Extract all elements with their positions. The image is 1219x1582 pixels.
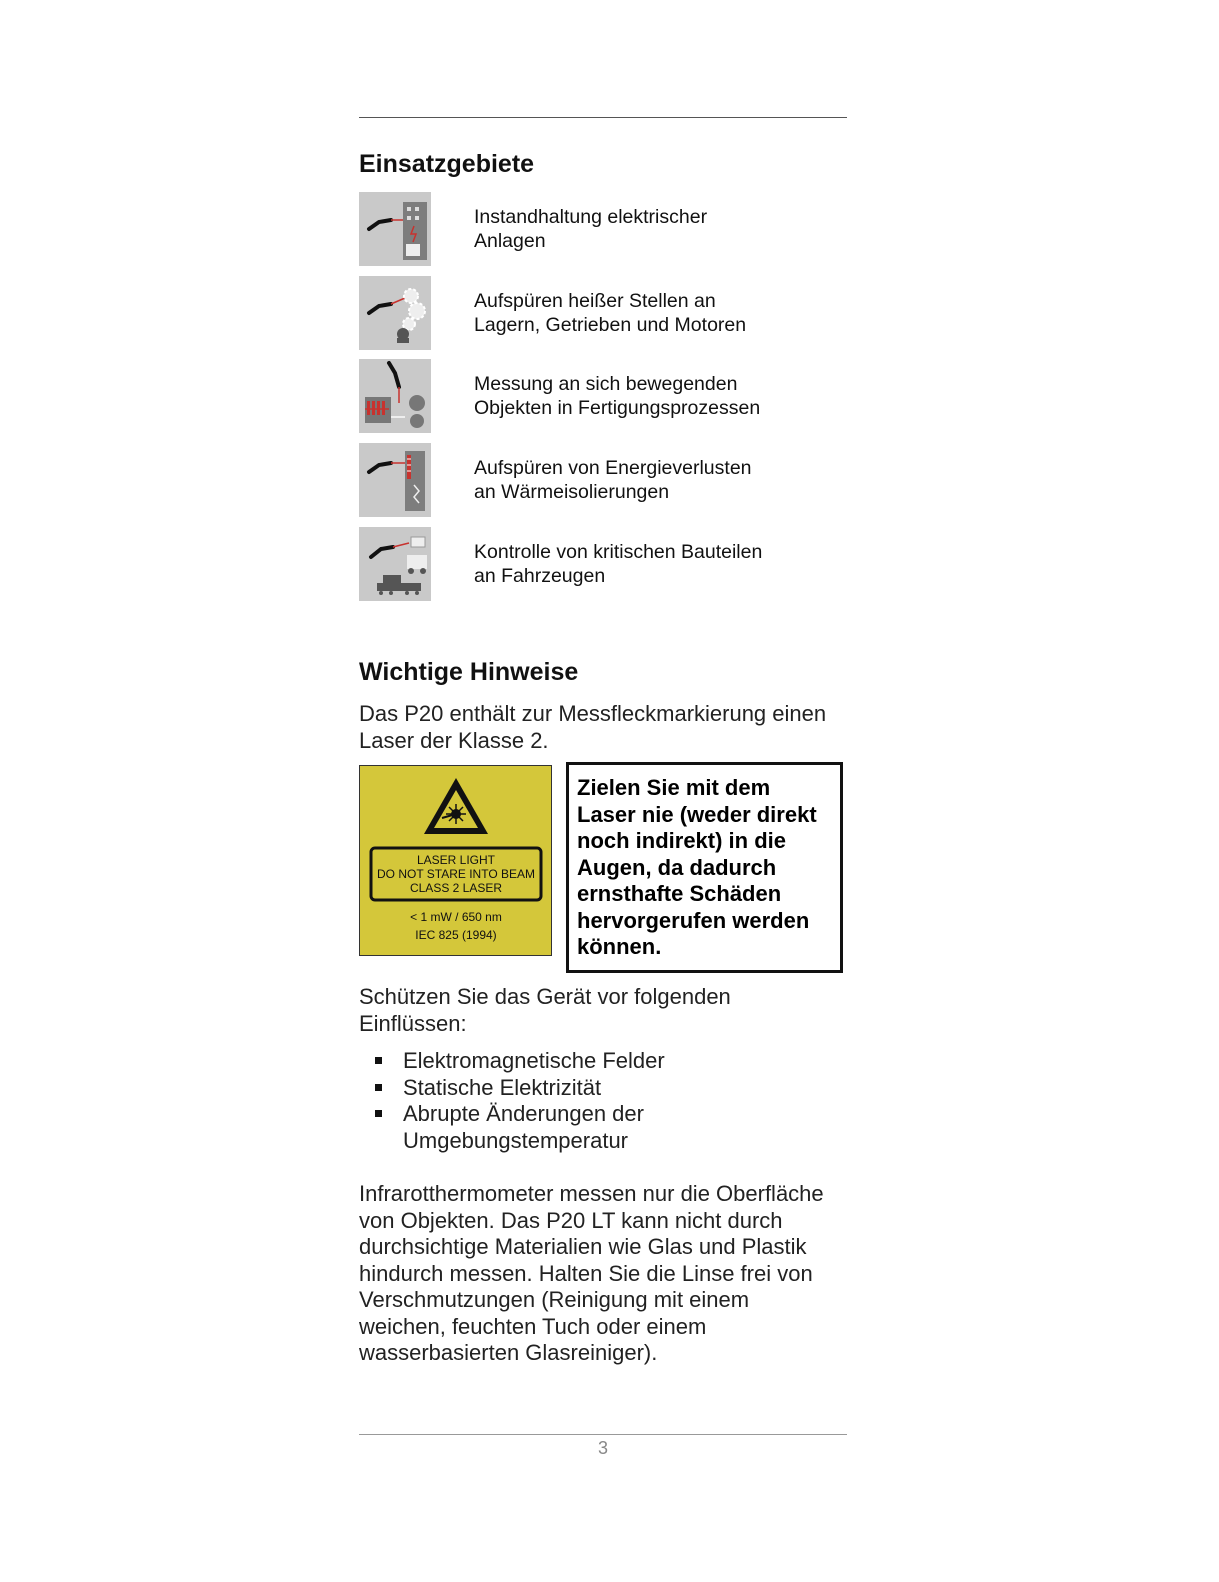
- paragraph-line: Einflüssen:: [359, 1010, 467, 1036]
- list-item: [359, 1075, 859, 1102]
- application-item: [359, 192, 849, 266]
- paragraph-line: hindurch messen. Halten Sie die Linse frei von: [359, 1260, 813, 1286]
- laser-warning-label: [359, 765, 552, 956]
- warning-line: hervorgerufen werden: [577, 907, 810, 933]
- application-text-line: Aufspüren heißer Stellen an: [474, 290, 716, 312]
- paragraph-line: Infrarotthermometer messen nur die Oberfläche: [359, 1181, 824, 1206]
- paragraph-line: von Objekten. Das P20 LT kann nicht durch: [359, 1207, 783, 1233]
- list-item-text: Umgebungstemperatur: [403, 1127, 629, 1153]
- warning-line: Zielen Sie mit dem: [577, 775, 771, 800]
- warning-line: können.: [577, 934, 662, 959]
- application-text: [474, 205, 834, 253]
- list-item: [359, 1048, 859, 1075]
- application-text: [474, 540, 834, 588]
- protection-list: [359, 1048, 859, 1154]
- switchboard-icon: [359, 192, 431, 266]
- list-item-text: Statische Elektrizität: [403, 1074, 602, 1100]
- paragraph-line: weichen, feuchten Tuch oder einem: [359, 1313, 707, 1339]
- paragraph-line: Schützen Sie das Gerät vor folgenden: [359, 984, 731, 1009]
- application-text-line: Objekten in Fertigungsprozessen: [474, 397, 761, 419]
- laser-hazard-icon: [360, 766, 551, 955]
- laser-label-line: LASER LIGHT: [416, 853, 496, 867]
- protection-intro-text: [359, 984, 859, 1037]
- paragraph-line: Laser der Klasse 2.: [359, 727, 549, 753]
- laser-warning-box: [566, 762, 843, 973]
- warning-line: Laser nie (weder direkt: [577, 801, 817, 827]
- footer-rule: [359, 1434, 847, 1435]
- list-item-text: Abrupte Änderungen der: [403, 1101, 644, 1126]
- application-text-line: an Wärmeisolierungen: [474, 481, 670, 503]
- bullet-marker: [375, 1084, 382, 1091]
- laser-label-standard: IEC 825 (1994): [415, 928, 497, 942]
- application-text-line: Aufspüren von Energieverlusten: [474, 457, 752, 479]
- application-item: [359, 276, 849, 350]
- paragraph-line: durchsichtige Materialien wie Glas und Plastik: [359, 1234, 807, 1259]
- section-title-einsatzgebiete: Einsatzgebiete: [359, 150, 535, 178]
- paragraph-line: wasserbasierten Glasreiniger).: [359, 1340, 658, 1365]
- laser-label-line: CLASS 2 LASER: [409, 881, 503, 895]
- vehicles-icon: [359, 527, 431, 601]
- bullet-marker: [375, 1110, 382, 1117]
- application-text-line: Instandhaltung elektrischer: [474, 206, 708, 228]
- application-item: [359, 443, 849, 517]
- gears-motor-icon: [359, 276, 431, 350]
- laser-intro-text: [359, 701, 859, 754]
- application-text-line: Lagern, Getrieben und Motoren: [474, 314, 747, 336]
- insulation-wall-icon: [359, 443, 431, 517]
- application-text-line: Messung an sich bewegenden: [474, 373, 738, 395]
- list-item-text: Elektromagnetische Felder: [403, 1048, 665, 1073]
- application-text-line: Kontrolle von kritischen Bauteilen: [474, 541, 763, 563]
- application-text-line: an Fahrzeugen: [474, 565, 606, 587]
- list-item: [359, 1101, 859, 1154]
- application-text: [474, 372, 834, 420]
- application-text: [474, 456, 834, 504]
- warning-line: noch indirekt) in die: [577, 828, 787, 853]
- laser-label-spec: < 1 mW / 650 nm: [410, 910, 502, 924]
- section-title-wichtige-hinweise: Wichtige Hinweise: [359, 658, 579, 686]
- bullet-marker: [375, 1057, 382, 1064]
- closing-paragraph: [359, 1181, 859, 1367]
- application-text: [474, 289, 834, 337]
- paragraph-line: Verschmutzungen (Reinigung mit einem: [359, 1287, 750, 1312]
- warning-line: ernsthafte Schäden: [577, 881, 782, 906]
- page-number: 3: [597, 1438, 608, 1458]
- top-rule: [359, 117, 847, 118]
- warning-line: Augen, da dadurch: [577, 854, 777, 880]
- application-text-line: Anlagen: [474, 230, 546, 252]
- paragraph-line: Das P20 enthält zur Messfleckmarkierung einen: [359, 701, 827, 726]
- laser-label-line: DO NOT STARE INTO BEAM: [376, 867, 536, 881]
- conveyor-icon: [359, 359, 431, 433]
- application-item: [359, 527, 849, 601]
- application-item: [359, 359, 849, 433]
